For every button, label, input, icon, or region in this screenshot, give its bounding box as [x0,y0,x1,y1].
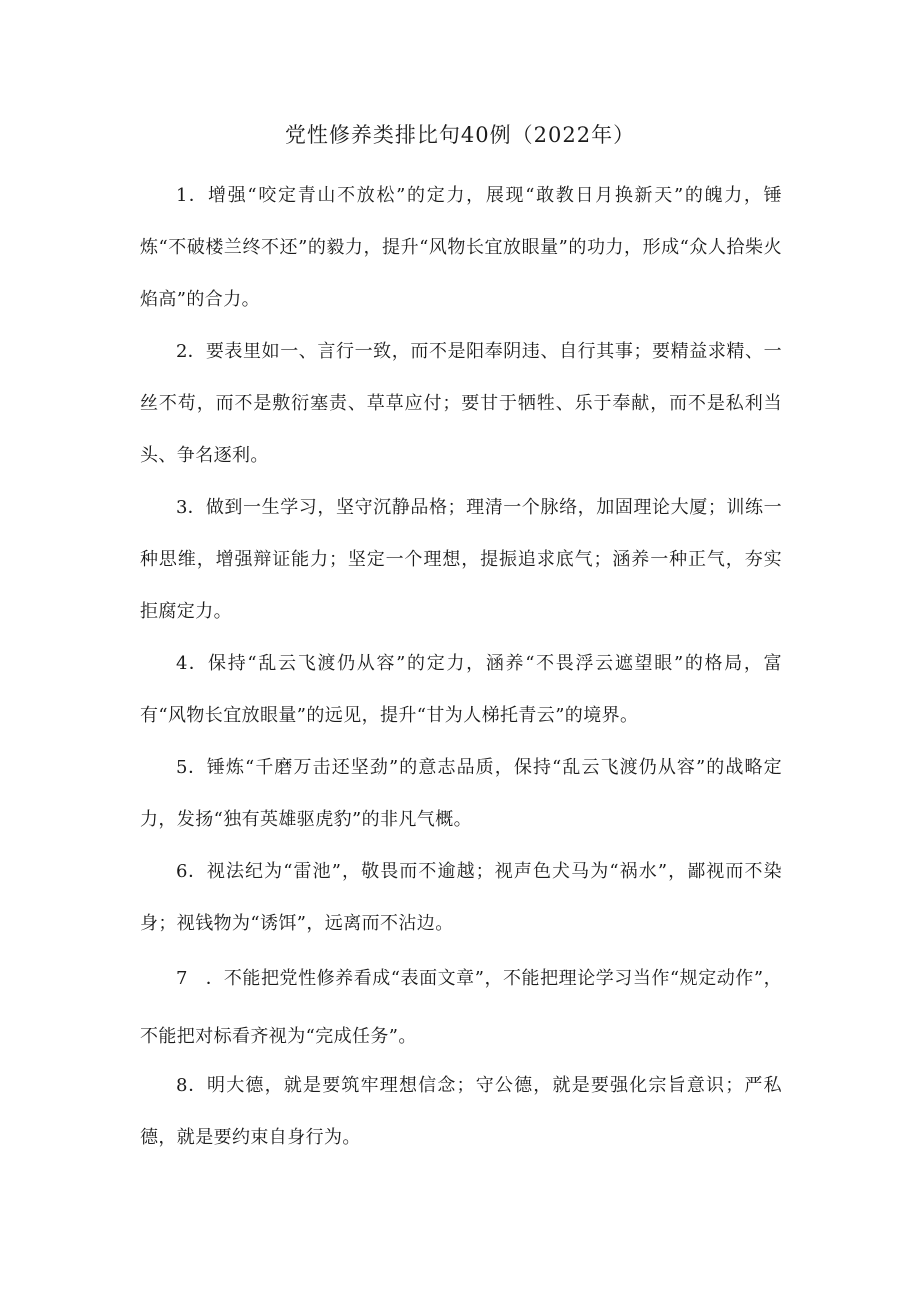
list-item [140,846,782,950]
item-text: 视法纪为“雷池”，敬畏而不逾越；视声色犬马为“祸水”，鄙视而不染身；视钱物为“诱饵”，远离而不沾边。 [140,861,782,934]
item-text: 增强“咬定青山不放松”的定力，展现“敢教日月换新天”的魄力，锤炼“不破楼兰终不还”的毅力，提升“风物长宜放眼量”的功力，形成“众人拾柴火焰高”的合力。 [140,185,782,310]
item-number: 5． [176,757,207,778]
item-text: 不能把党性修养看成“表面文章”，不能把理论学习当作“规定动作”，不能把对标看齐视为“完成任务”。 [140,968,782,1047]
item-text: 保持“乱云飞渡仍从容”的定力，涵养“不畏浮云遮望眼”的格局，富有“风物长宜放眼量”的远见，提升“甘为人梯托青云”的境界。 [140,653,782,726]
document-title: 党性修养类排比句40例（2022年） [284,123,636,147]
item-number: 3． [176,497,206,518]
list-item [140,742,782,846]
item-text: 要表里如一、言行一致，而不是阳奉阴违、自行其事；要精益求精、一丝不苟，而不是敷衍塞责、草草应付；要甘于牺牲、乐于奉献，而不是私利当头、争名逐利。 [140,341,782,466]
item-number: 6． [176,861,207,882]
item-number: 2． [176,341,206,362]
list-item [140,1060,782,1164]
item-text: 锤炼“千磨万击还坚劲”的意志品质，保持“乱云飞渡仍从容”的战略定力，发扬“独有英雄驱虎豹”的非凡气概。 [140,757,782,830]
item-number: 1． [176,185,209,206]
list-item [140,482,782,638]
item-text: 明大德，就是要筑牢理想信念；守公德，就是要强化宗旨意识；严私德，就是要约束自身行为。 [140,1075,783,1148]
list-item [140,326,782,482]
item-number: 7 ． [176,968,224,989]
list-item [140,638,782,742]
list-item [140,950,782,1066]
item-number: 4． [176,653,209,674]
list-item [140,170,782,326]
item-number: 8． [176,1075,208,1096]
item-text: 做到一生学习，坚守沉静品格；理清一个脉络，加固理论大厦；训练一种思维，增强辩证能力；坚定一个理想，提振追求底气；涵养一种正气，夯实拒腐定力。 [140,497,782,622]
